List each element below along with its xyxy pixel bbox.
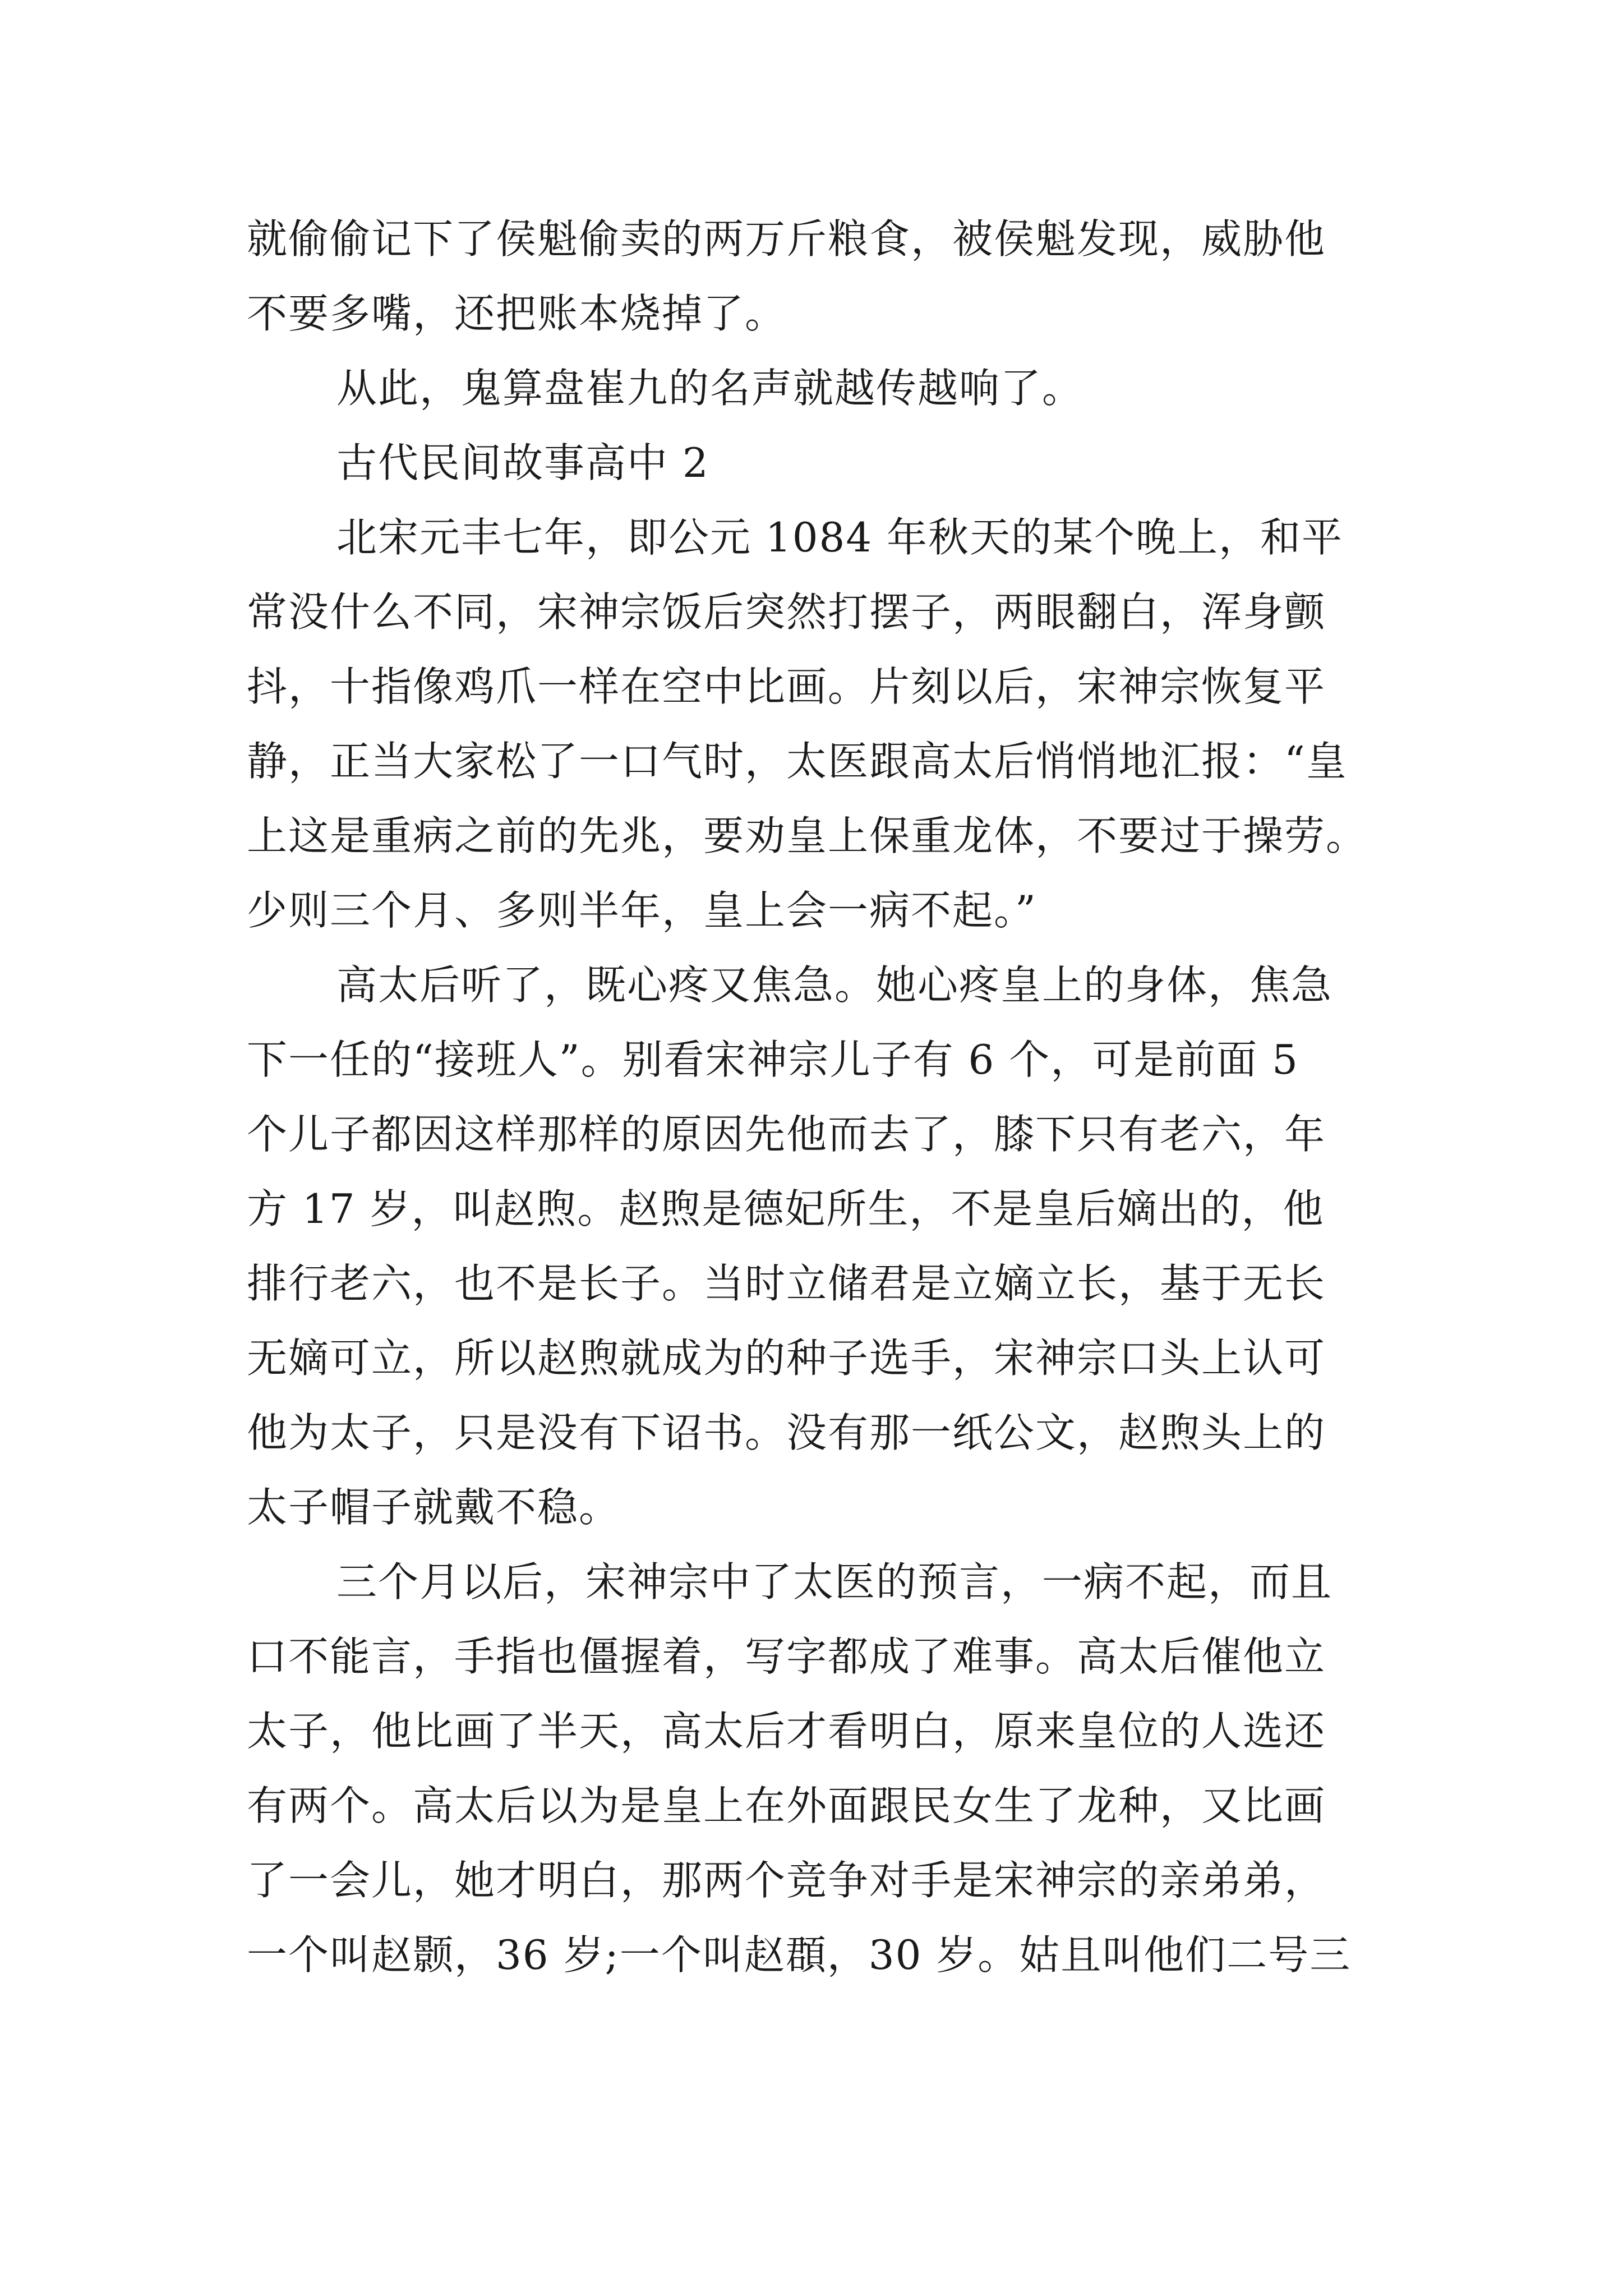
text-line: 无嫡可立，所以赵煦就成为的种子选手，宋神宗口头上认可 — [247, 1335, 1326, 1382]
text-line: 一个叫赵颢，36 岁;一个叫赵頵，30 岁。姑且叫他们二号三 — [247, 1931, 1352, 1978]
text-line: 就偷偷记下了侯魁偷卖的两万斤粮食，被侯魁发现，威胁他 — [247, 215, 1326, 263]
text-line: 少则三个月、多则半年，皇上会一病不起。” — [247, 887, 1037, 934]
text-line: 口不能言，手指也僵握着，写字都成了难事。高太后催他立 — [247, 1633, 1326, 1680]
document-body — [247, 202, 1382, 1993]
text-line: 从此，鬼算盘崔九的名声就越传越响了。 — [336, 365, 1084, 412]
text-line: 方 17 岁，叫赵煦。赵煦是德妃所生，不是皇后嫡出的，他 — [247, 1185, 1325, 1232]
text-line: 了一会儿，她才明白，那两个竞争对手是宋神宗的亲弟弟， — [247, 1857, 1326, 1904]
text-line: 太子帽子就戴不稳。 — [247, 1484, 621, 1531]
section-heading: 古代民间故事高中 2 — [336, 439, 709, 486]
text-line: 下一任的“接班人”。别看宋神宗儿子有 6 个，可是前面 5 — [247, 1036, 1299, 1083]
text-line: 不要多嘴，还把账本烧掉了。 — [247, 290, 787, 337]
text-line: 个儿子都因这样那样的原因先他而去了，膝下只有老六，年 — [247, 1111, 1326, 1158]
text-line: 北宋元丰七年，即公元 1084 年秋天的某个晚上，和平 — [336, 514, 1344, 561]
text-line: 高太后听了，既心疼又焦急。她心疼皇上的身体，焦急 — [336, 961, 1333, 1009]
text-line: 他为太子，只是没有下诏书。没有那一纸公文，赵煦头上的 — [247, 1409, 1326, 1456]
text-line: 排行老六，也不是长子。当时立储君是立嫡立长，基于无长 — [247, 1260, 1326, 1307]
text-line: 上这是重病之前的先兆，要劝皇上保重龙体，不要过于操劳。 — [247, 812, 1368, 859]
text-line: 有两个。高太后以为是皇上在外面跟民女生了龙种，又比画 — [247, 1782, 1326, 1829]
text-line: 太子，他比画了半天，高太后才看明白，原来皇位的人选还 — [247, 1708, 1326, 1755]
text-line: 三个月以后，宋神宗中了太医的预言，一病不起，而且 — [336, 1558, 1333, 1605]
text-line: 抖，十指像鸡爪一样在空中比画。片刻以后，宋神宗恢复平 — [247, 663, 1326, 710]
text-line: 静，正当大家松了一口气时，太医跟高太后悄悄地汇报：“皇 — [247, 738, 1348, 785]
text-line: 常没什么不同，宋神宗饭后突然打摆子，两眼翻白，浑身颤 — [247, 588, 1326, 636]
